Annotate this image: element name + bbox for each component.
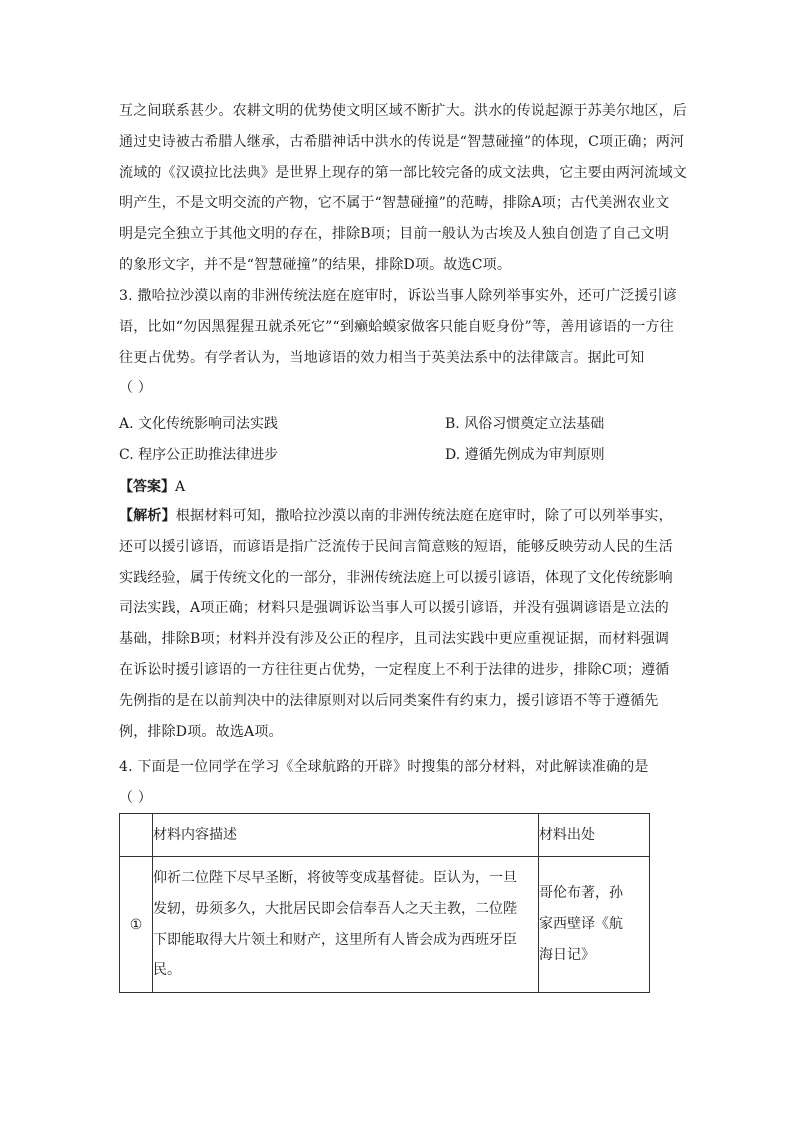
analysis-label: 【解析】: [119, 508, 176, 524]
header-content-cell: 材料内容描述: [153, 814, 539, 857]
text-line: 海日记》: [539, 946, 595, 963]
text-line: 流域的《汉谟拉比法典》是世界上现存的第一部比较完备的成文法典，它主要由两河流域文: [119, 164, 687, 181]
text-line: 哥伦布著，孙: [539, 885, 623, 902]
text-line: 在诉讼时援引谚语的一方往往更占优势，一定程度上不利于法律的进步，排除C项；遵循: [119, 661, 670, 678]
text-line: 的象形文字，并不是“智慧碰撞”的结果，排除D项。故选C项。: [119, 256, 512, 273]
answer-label: 【答案】: [119, 479, 175, 495]
analysis-paragraph: [119, 501, 677, 747]
text-line: 实践经验，属于传统文化的一部分，非洲传统法庭上可以援引谚语，体现了文化传统影响: [119, 569, 673, 586]
row-content-cell: [153, 857, 539, 993]
text-line: 基础，排除B项；材料并没有涉及公正的程序，且司法实践中更应重视证据，而材料强调: [119, 631, 670, 648]
header-num-cell: [120, 814, 153, 857]
text-line: 民。: [153, 962, 181, 979]
text-line: 4. 下面是一位同学在学习《全球航路的开辟》时搜集的部分材料，对此解读准确的是: [119, 759, 649, 775]
text-line: 明产生，不是文明交流的产物，它不属于“智慧碰撞”的范畴，排除A项；古代美洲农业文: [119, 195, 670, 212]
text-line: 发轫，毋须多久，大批居民即会信奉吾人之天主教，二位陛: [153, 900, 517, 917]
text-line: 还可以援引谚语，而谚语是指广泛流传于民间言简意赅的短语，能够反映劳动人民的生活: [119, 538, 673, 555]
question-3-stem: [119, 281, 677, 404]
text-line: 语，比如“勿因黑猩猩丑就杀死它”“到癞蛤蟆家做客只能自贬身份”等，善用谚语的一方往: [119, 318, 674, 335]
option-b: B. 风俗习惯奠定立法基础: [445, 416, 605, 432]
text-line: （ ）: [119, 380, 153, 397]
text-line: 【解析】根据材料可知，撒哈拉沙漠以南的非洲传统法庭在庭审时，除了可以列举事实，: [119, 508, 673, 524]
materials-table: [119, 813, 650, 993]
text-line: 互之间联系甚少。农耕文明的优势使文明区域不断扩大。洪水的传说起源于苏美尔地区，后: [119, 103, 687, 119]
answer-value: A: [175, 479, 186, 495]
option-d: D. 遵循先例成为审判原则: [445, 447, 605, 463]
intro-paragraph: [119, 96, 687, 281]
table-row: [120, 857, 650, 993]
text-line: 司法实践，A项正确；材料只是强调诉讼当事人可以援引谚语，并没有强调谚语是立法的: [119, 600, 669, 617]
header-source-cell: 材料出处: [539, 814, 650, 857]
answer-line: [119, 477, 185, 497]
option-c: C. 程序公正助推法律进步: [119, 447, 279, 463]
text-line: 仰祈二位陛下尽早圣断，将彼等变成基督徒。臣认为，一旦: [153, 870, 517, 886]
text-line: 通过史诗被古希腊人继承，古希腊神话中洪水的传说是“智慧碰撞”的体现，C项正确；两河: [119, 133, 685, 150]
text-line: 3. 撒哈拉沙漠以南的非洲传统法庭在庭审时，诉讼当事人除列举事实外，还可广泛援引谚: [119, 288, 678, 304]
row-num-cell: ①: [120, 857, 153, 993]
text-line: 例，排除D项。故选A项。: [119, 723, 283, 740]
text-line: （ ）: [119, 789, 153, 806]
text-line: 往更占优势。有学者认为，当地谚语的效力相当于英美法系中的法律箴言。据此可知: [119, 349, 645, 366]
text-line: 家西壁译《航: [539, 916, 623, 933]
table-header-row: [120, 814, 650, 857]
question-4-stem: [119, 752, 677, 814]
row-source-cell: [539, 857, 650, 993]
text-line: 先例指的是在以前判决中的法律原则对以后同类案件有约束力，援引谚语不等于遵循先: [119, 692, 659, 709]
text-line: 下即能取得大片领土和财产，这里所有人皆会成为西班牙臣: [153, 931, 517, 948]
option-a: A. 文化传统影响司法实践: [119, 416, 279, 432]
text-line: 明是完全独立于其他文明的存在，排除B项；目前一般认为古埃及人独自创造了自己文明: [119, 226, 670, 243]
